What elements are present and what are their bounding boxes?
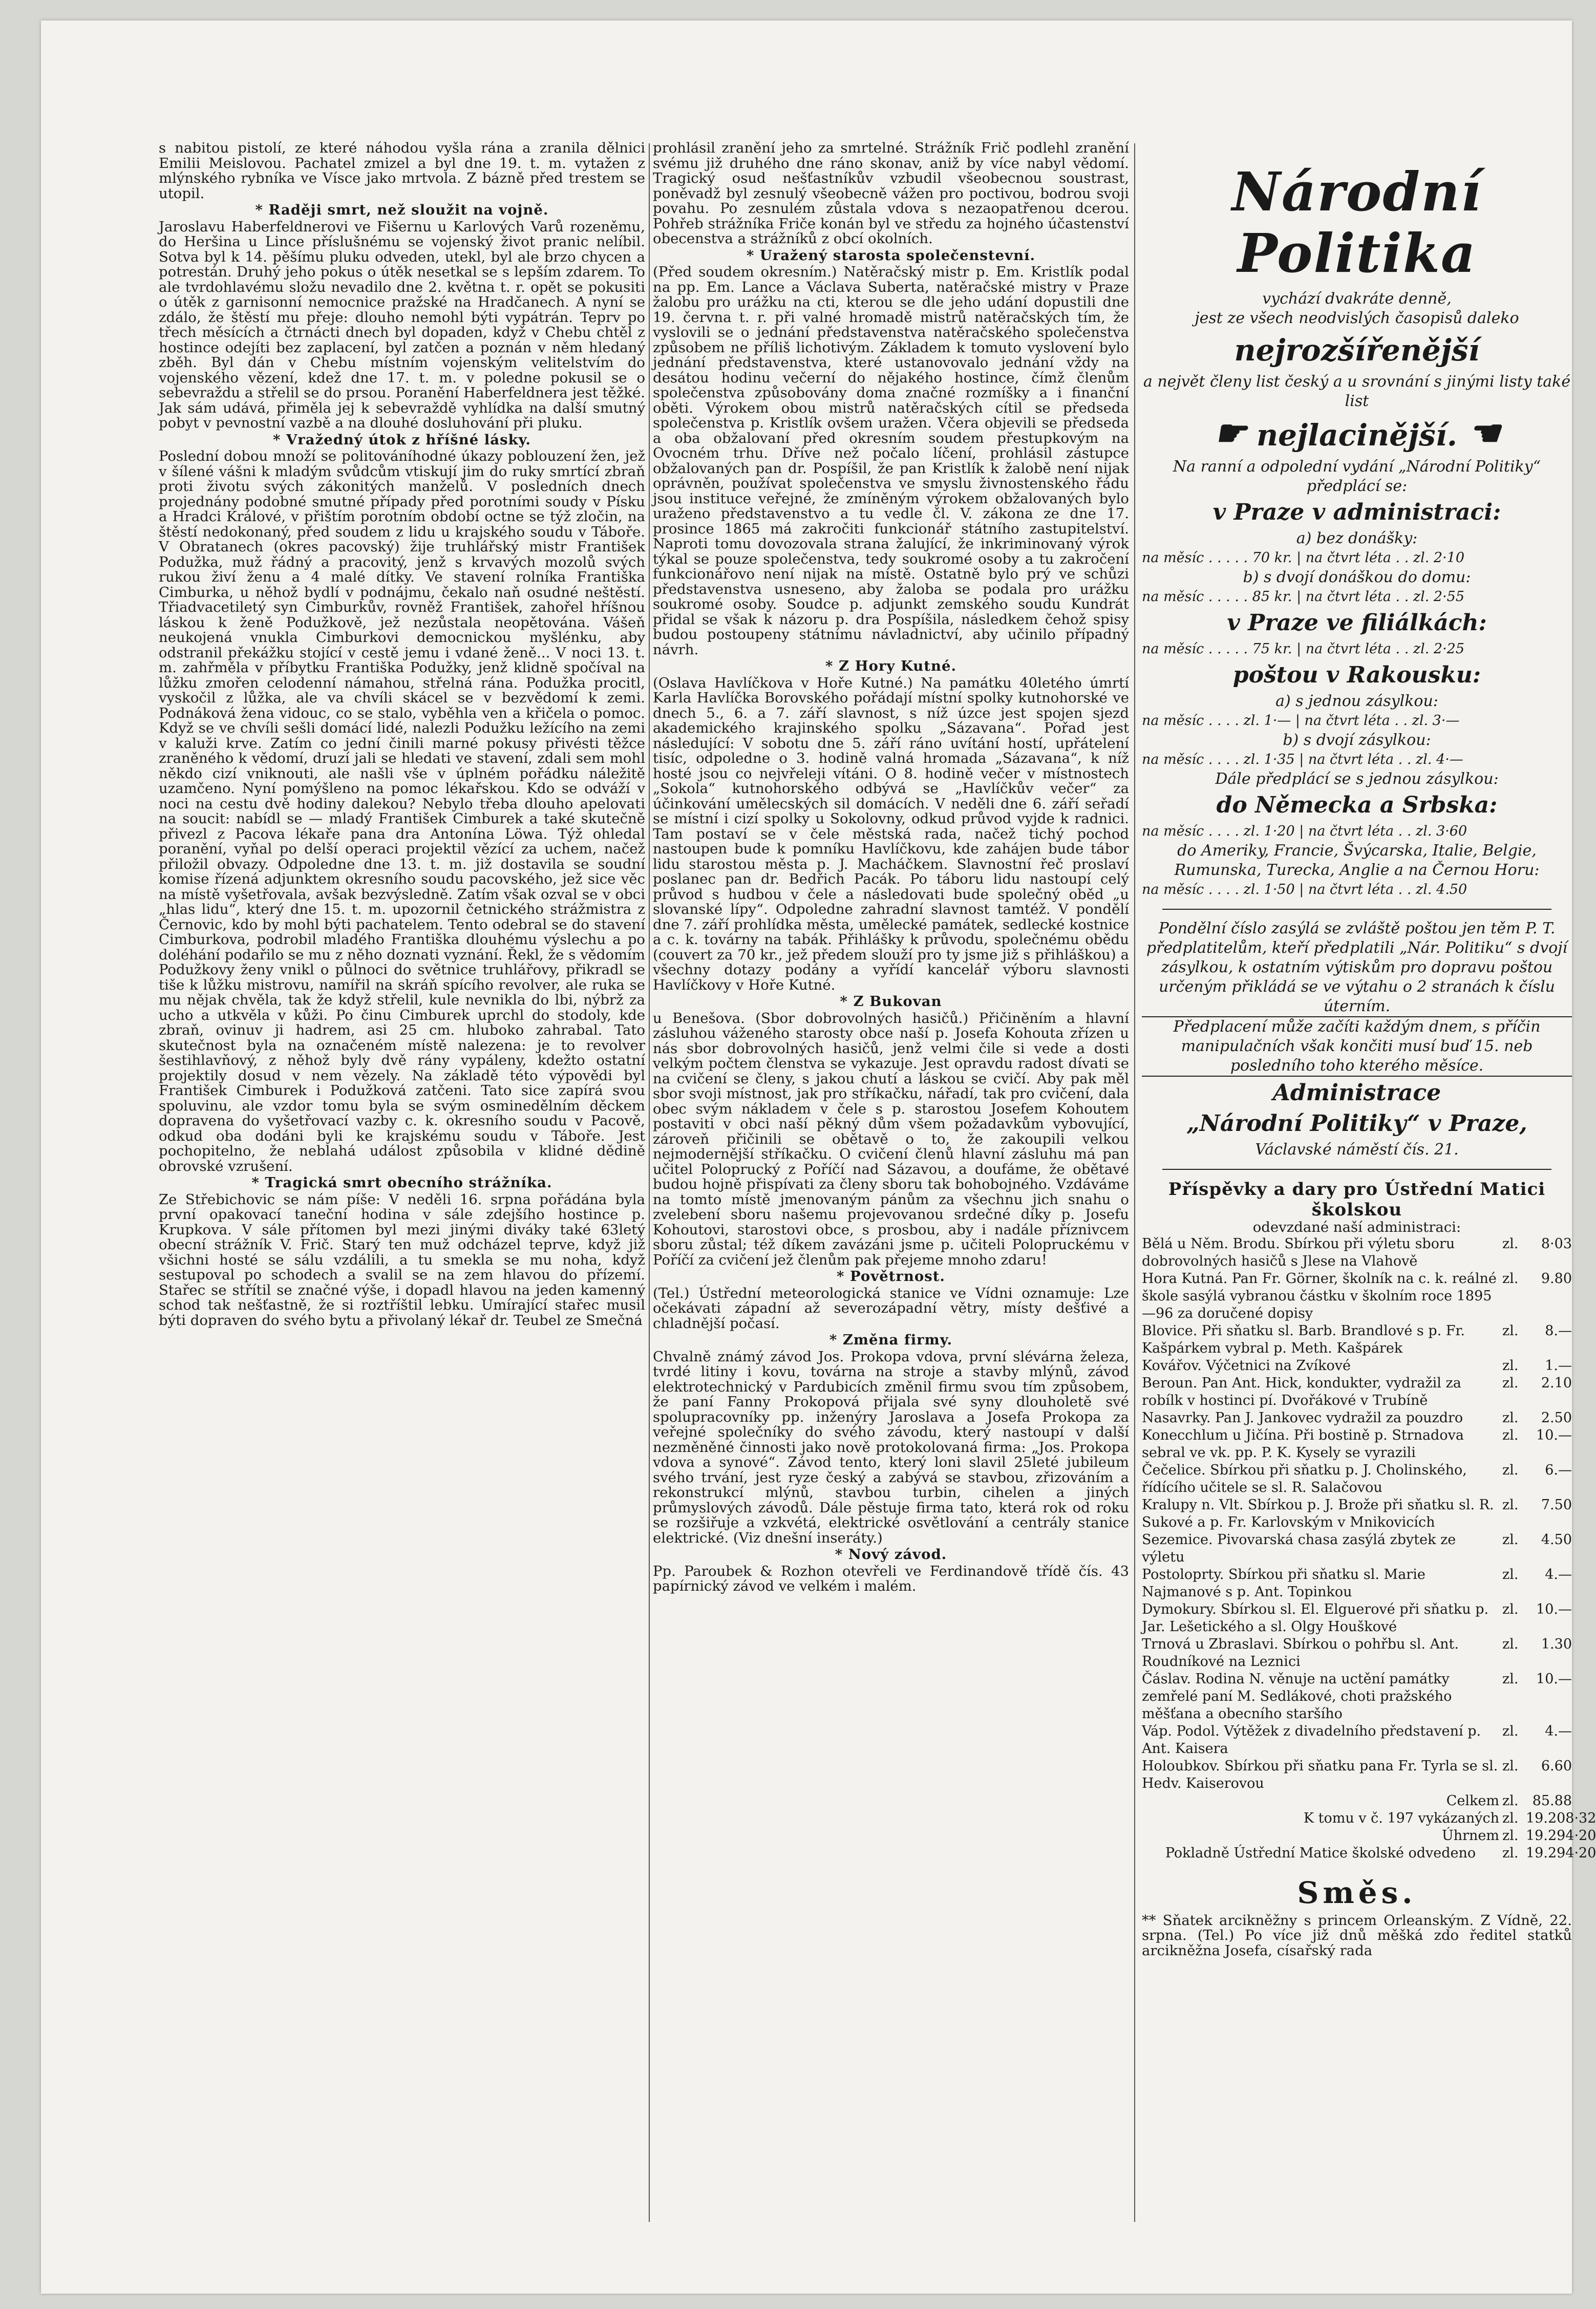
divider	[1162, 909, 1551, 910]
divider	[1162, 1169, 1551, 1170]
price-row	[1142, 880, 1572, 900]
section-praha-adm: v Praze v administraci:	[1212, 499, 1501, 525]
article-paragraph: prohlásil zranění jeho za smrtelné. Strážník Frič podlehl zranění svému již druhého dne ráno skonav, aniž by více nabyl vědomí. Tragický osud nešťastníkův vzbudil všeobecnou soustrast, poněvadž byl zesnulý všeobecně vážen pro poctivou, bodrou svoji povahu. Po zesnulém zůstala vdova s nezaopatřenou dcerou. Pohřeb strážníka Friče konán byl ve středu za hojného účastenství obecenstva a strážníků z obcí okolních.	[653, 140, 1129, 247]
price-text: na měsíc . . . . zl. 1·35 | na čtvrt léta . . zl. 4·—	[1142, 752, 1463, 767]
currency: zl.	[1502, 1322, 1519, 1339]
prepay-note: Předplacení může začíti každým dnem, s příčin manipulačních však končiti musí buď 15. neb posledního toho kterého měsíce.	[1142, 1016, 1572, 1077]
donation-row	[1142, 1723, 1572, 1758]
article-paragraph: Pp. Paroubek & Rozhon otevřeli ve Ferdinandově třídě čís. 43 papírnický závod ve velkém i malém.	[653, 1563, 1129, 1594]
slogan-cheapest-text: nejlacinější.	[1257, 418, 1457, 453]
donation-text: Sezemice. Pivovarská chasa zasýlá zbytek ze výletu	[1142, 1531, 1456, 1565]
slogan-widest: nejrozšířenější	[1234, 333, 1480, 368]
price-row	[1142, 822, 1572, 841]
donation-row	[1142, 1496, 1572, 1531]
sum-label: Úhrnem	[1441, 1827, 1499, 1844]
handed-row	[1142, 1845, 1596, 1862]
masthead-line: jest ze všech neodvislých časopisů daleko	[1195, 309, 1519, 327]
donation-text: Váp. Podol. Výtěžek z divadelního představení p. Ant. Kaisera	[1142, 1723, 1481, 1757]
donation-text: Postoloprty. Sbírkou při sňatku sl. Marie Najmanové s p. Ant. Topinkou	[1142, 1566, 1425, 1600]
donation-amount: 8.—	[1545, 1322, 1572, 1339]
currency: zl.	[1502, 1671, 1519, 1687]
sub-jednou: a) s jednou zásylkou:	[1275, 692, 1438, 710]
article-paragraph: Ze Střebichovic se nám píše: V neděli 16. srpna pořádána byla první opakovací taneční hodina v sále zdejšího hostince p. Krupkova. V sále přítomen byl mezi jinými diváky také 63letý obecní strážník V. Frič. Starý ten muž odcházel teprve, když již všichni hosté se sálu vzdálili, a tu smekla se mu noha, když sestupoval po schodech a svalil se na zem hlavou do přízemí. Stařec se střítil se značné výše, i dopadl hlavou na jeden kamenný schod tak nešťastně, že si roztříštil lebku. Umírající stařec musil býti dopraven do svého bytu a přivolaný lékař dr. Teubel ze Smečná	[159, 1191, 645, 1329]
donation-row	[1142, 1671, 1572, 1723]
donation-text: Blovice. Při sňatku sl. Barb. Brandlové s p. Fr. Kašpárkem vybral p. Meth. Kašpárek	[1142, 1322, 1465, 1356]
currency: zl.	[1502, 1792, 1519, 1809]
article-paragraph: Chvalně známý závod Jos. Prokopa vdova, první slévárna železa, tvrdé litiny i kovu, továrna na stroje a stavby mlýnů, závod elektrotechnický v Pardubicích změnil firmu svou tím způsobem, že paní Fanny Prokopová přijala své syny dlouholetě své spolupracovníky pp. inženýry Jaroslava a Josefa Prokopa za veřejné společníky do svého závodu, který nastoupí v další nezměněné činnosti jako nově protokolovaná firma: „Jos. Prokopa vdova a synové“. Závod tento, který loni slavil 25leté jubileum svého trvání, jest ryze český a zabývá se stavbou, zřizováním a rekonstrukcí mlýnů, stavbou turbin, cihelen a jiných průmyslových závodů. Dále pěstuje firma tato, která rok od roku se rozšiřuje a vzkvétá, elektrické osvětlování a centrály stanice elektrické. (Viz dnešní inseráty.)	[653, 1348, 1129, 1546]
donation-text: Čáslav. Rodina N. věnuje na uctění památky zemřelé paní M. Sedlákové, choti pražského měšťana a obecního staršího	[1142, 1671, 1452, 1722]
administrace-address: Václavské náměstí čís. 21.	[1255, 1141, 1459, 1159]
column-divider	[1134, 143, 1135, 2222]
article-headline: * Změna firmy.	[829, 1332, 953, 1348]
article-headline: * Raději smrt, než sloužit na vojně.	[255, 202, 549, 218]
article-paragraph: Jaroslavu Haberfeldnerovi ve Fišernu u Karlových Varů rozeněmu, do Heršina u Lince příslušnému se vojenský život pranic nelíbil. Sotva byl k 14. pěšímu pluku odveden, utekl, byl ale brzo chycen a potrestán. Druhý jeho pokus o útěk nesetkal se s lepším zdarem. To ale tvrdohlavému složu nevadilo dne 2. května t. r. opět se pokusiti o útěk z garnisonní nemocnice pražské na Hradčanech. A nyní se zdálo, že štěstí mu přeje: dlouho nemohl býti vypátrán. Teprv po třech měsících a čtrnácti dnech byl dopaden, když v Chebu chtěl z hostince odejíti bez zaplacení, byl zatčen a poznán v něm hledaný zběh. Byl dán v Chebu místním vojenským velitelstvím do vojenského vězení, kdež dne 17. t. m. v poledne pokusil se o sebevraždu a střelil se do prsou. Poranění Haberfeldnera jest těžké. Jak sám udává, přiměla jej k sebevraždě vyhlídka na další smutný pobyt v pevnostní vazbě a na dlouhé dosluhování při pluku.	[159, 218, 645, 431]
donation-row	[1142, 1270, 1572, 1322]
donation-amount: 2.10	[1541, 1375, 1572, 1391]
masthead-line: vychází dvakráte denně,	[1262, 290, 1452, 308]
currency: zl.	[1502, 1827, 1519, 1844]
slogan-cheapest	[1142, 412, 1572, 454]
article-headline: * Uražený starosta společenstevní.	[746, 247, 1036, 264]
total-row	[1142, 1792, 1572, 1810]
price-row	[1142, 711, 1572, 731]
carry-label: K tomu v č. 197 vykázaných	[1303, 1810, 1499, 1826]
donation-row	[1142, 1427, 1572, 1462]
section-nemecko: do Německa a Srbska:	[1216, 792, 1498, 818]
pointing-hand-icon: ☛	[1214, 412, 1246, 454]
pointing-hand-icon: ☚	[1467, 412, 1500, 454]
article-paragraph: (Oslava Havlíčkova v Hoře Kutné.) Na památku 40letého úmrtí Karla Havlíčka Borovského pořádají místní spolky kutnohorské ve dnech 5., 6. a 7. září slavnost, s níž úzce jest spojen sjezd akademického krajinského spolku „Sázavana“. Pořad jest následující: V sobotu dne 5. září ráno uvítání hostí, upřátelení tisíc, odpoledne o 3. hodině valná hromada „Sázavana“, k níž hosté jsou co nejvřeleji vítáni. O 8. hodině večer v místnostech „Sokola“ kutnohorského odbývá se „Havlíčkův večer“ za účinkování umělecských sil domácích. V neděli dne 6. září seřadí se místní i cizí spolky u Sokolovny, odkud průvod vyjde k radnici. Tam postaví se v čele městská rada, načež tichý pochod nastoupen bude k pomníku Havlíčkovu, kde zahájen bude tábor lidu starostou města p. J. Macháčkem. Slavnostní řeč proslaví poslanec pan dr. Bedřich Pacák. Po táboru lidu nastoupí celý průvod s hudbou v čele a následovati bude společný oběd „u slovanské lípy“. Odpoledne zahradní slavnost tamtéž. V pondělí dne 7. září prohlídka města, umělecké památek, sedlecké kostnice a c. k. továrny na tabák. Přihlášky k průvodu, společnému obědu (couvert za 70 kr., jež předem slouží pro ty jsme již s přihláškou) a všechny dotazy podány a vyřídí kancelář výboru slavnosti Havlíčkovy v Hoře Kutné.	[653, 674, 1129, 993]
article-paragraph: s nabitou pistolí, ze které náhodou vyšla rána a zranila dělnici Emilii Meislovou. Pachatel zmizel a byl dne 19. t. m. vytažen z mlýnského rybníka ve Vísce jako mrtvola. Z bázně před trestem se utopil.	[159, 140, 645, 202]
donation-amount: 8·03	[1541, 1235, 1572, 1252]
sum-row	[1142, 1827, 1596, 1845]
handed-label: Pokladně Ústřední Matice školské odvedeno	[1165, 1845, 1476, 1861]
currency: zl.	[1502, 1375, 1519, 1391]
column-2	[653, 141, 1129, 2232]
monday-note: Pondělní číslo zasýlá se zvláště poštou jen těm P. T. předplatitelům, kteří předplatili „Nár. Politiku“ s dvojí zásylkou, k ostatním výtiskům pro dopravu poštou určeným přikládá se ve výtahu o 2 stranách k číslu úterním.	[1146, 920, 1568, 1015]
article-headline: * Vražedný útok z hříšné lásky.	[272, 431, 531, 448]
donation-amount: 2.50	[1541, 1409, 1572, 1426]
article-headline: * Z Hory Kutné.	[825, 658, 957, 674]
donation-text: Trnová u Zbraslavi. Sbírkou o pohřbu sl. Ant. Roudníkové na Leznici	[1142, 1636, 1459, 1670]
donation-text: Kovářov. Výčetnici na Zvíkové	[1142, 1357, 1351, 1374]
currency: zl.	[1502, 1409, 1519, 1426]
sub-dvoji2: b) s dvojí zásylkou:	[1283, 731, 1431, 749]
column-divider	[649, 143, 650, 2222]
sub-ameriky: do Ameriky, Francie, Švýcarska, Italie, Belgie, Rumunska, Turecka, Anglie a na Černou Horu:	[1174, 842, 1540, 879]
donation-row	[1142, 1566, 1572, 1601]
article-paragraph: Poslední dobou množí se politováníhodné úkazy poblouzení žen, jež v šílené vášni k mladým svůdcům vtiskují jim do ruky smrtící zbraň proti životu svých zákonitých manželů. V posledních dnech projednány podobné smutné případy před porotními soudy v Písku a Hradci Králové, v přištím porotním období octne se týž zločin, na štěstí nedokonaný, před soudem z lidu u krajského soudu v Táboře. V Obratanech (okres pacovský) žije truhlářský mistr František Podužka, muž řádný a pracovitý, jenž s krvavých mozolů svých rukou živí ženu a 4 malé dítky. Ve stavení rolníka Františka Cimburka, u něhož bydlí v podnájmu, čekalo naň osudné neštěstí. Třiadvacetiletý syn Cimburkův, rovněž František, zahořel hříšnou láskou k ženě Podužkově, jež nezůstala neopětována. Vášeň neukojená vnukla Cimburkovi democnickou myšlénku, aby odstranil překážku stojící v cestě jemu i vdané ženě... V noci 13. t. m. zahřměla v příbytku Františka Podužky, jenž klidně spočíval na lůžku zmořen celodenní námahou, střelná rána. Podužka procitl, vyskočil z lůžka, ale va chvíli skácel se v bezvědomí k zemi. Podnáková žena vidouc, co se stalo, vyběhla ven a křičela o pomoc. Když se ve chvíli sešli domácí lidé, nalezli Podužku ležícího na zemi v kaluži krve. Zatím co jední činili marné pokusy přivésti těžce zraněného k vědomí, druzí jali se hledati ve stavení, zdali sem mohl někdo cizí vniknouti, ale našli vše v úplném pořádku náležitě uzamčeno. Nyní pomýšleno na pomoc lékařskou. Kdo se odváží v noci na cestu dvě hodiny dalekou? Nebylo třeba dlouho apelovati na soucit: nabídl se — mladý František Cimburek a také skutečně přivezl z Pacova lékaře pana dra Antonína Löwa. Týž ohledal poranění, vyňal po delší operaci projektil vězící za uchem, načež přiložil obvazy. Odpoledne dne 13. t. m. již dostavila se soudní komise řízená adjunktem okresního soudu pacovského, jež sice věc na místě vyšetřovala, avšak bezvýsledně. Zatím však ozval se v obci „hlas lidu“, který dne 15. t. m. upozornil četnického strážmistra z Černovic, kdo by mohl býti pachatelem. Tento odebral se do stavení Cimburkova, podrobil mladého Františka dlouhému výslechu a po doléhání podařilo se mu z něho doznati vyznání. Řekl, že s vědomím Podužkovy ženy vnikl o půlnoci do světnice truhlářovy, přikradl se tiše k lůžku mistrovu, namířil na skráň spícího revolver, ale ruka se mu nějak chvěla, tak že když střelil, kule nevnikla do lbi, nýbrž za ucho a utkvěla v kůži. Po činu Cimburek uprchl do stodoly, kde zbraň, ovinuv ji hadrem, asi 25 cm. hluboko zahrabal. Tato skutečnost byla na označeném místě nalezena: je to revolver šestihlavňový, z něhož byly dvě rány vypáleny, kdežto ostatní projektily dosud v nem vězely. Na základě této výpovědi byl František Cimburek i Podužková zatčeni. Tato sice zapírá svou spoluvinu, ale vzdor tomu byla se svým osminedělním děckem dopravena do vyšetřovací vazby c. k. okresního soudu v Pacově, odkud oba dodáni byli ke krajskému soudu v Táboře. Jest pochopitelno, že neblahá událost způsobila v klidné dědině obrovské vzrušení.	[159, 448, 645, 1174]
donation-text: Hora Kutná. Pan Fr. Görner, školník na c. k. reálné škole sasýlá vybranou částku v školním roce 1895—96 za doručené dopisy	[1142, 1270, 1497, 1321]
currency: zl.	[1502, 1723, 1519, 1739]
donation-amount: 9.80	[1541, 1270, 1572, 1287]
donation-row	[1142, 1531, 1572, 1566]
section-postou: poštou v Rakousku:	[1232, 662, 1481, 688]
total-label: Celkem	[1446, 1792, 1499, 1809]
price-row	[1142, 750, 1572, 769]
currency: zl.	[1502, 1270, 1519, 1287]
currency: zl.	[1502, 1758, 1519, 1774]
price-text: na měsíc . . . . zl. 1·— | na čtvrt léta . . zl. 3·—	[1142, 713, 1460, 729]
donation-text: Kralupy n. Vlt. Sbírkou p. J. Brože při sňatku sl. R. Sukové a p. Fr. Karlovským v Mnikovicích	[1142, 1496, 1494, 1530]
donation-amount: 1.30	[1541, 1636, 1572, 1652]
price-text: na měsíc . . . . zl. 1·50 | na čtvrt léta . . zl. 4.50	[1142, 882, 1467, 897]
administrace-heading: Administrace	[1272, 1080, 1441, 1106]
donation-row	[1142, 1357, 1572, 1375]
donation-row	[1142, 1636, 1572, 1671]
price-row	[1142, 587, 1572, 607]
sum-value: 19.294·20	[1526, 1827, 1596, 1844]
donation-row	[1142, 1758, 1572, 1792]
donation-row	[1142, 1601, 1572, 1636]
donation-row	[1142, 1235, 1572, 1270]
currency: zl.	[1502, 1566, 1519, 1583]
handed-value: 19.294·20	[1526, 1845, 1596, 1861]
sub-bez: a) bez donášky:	[1296, 529, 1418, 547]
currency: zl.	[1502, 1357, 1519, 1374]
donation-amount: 6.—	[1545, 1462, 1572, 1478]
smes-heading: Směs.	[1297, 1875, 1417, 1910]
price-text: na měsíc . . . . zl. 1·20 | na čtvrt léta . . zl. 3·60	[1142, 823, 1467, 839]
article-paragraph: (Tel.) Ústřední meteorologická stanice ve Vídni oznamuje: Lze očekávati západní až severozápadní větry, místy dešťivé a chladnější počasí.	[653, 1285, 1129, 1332]
donation-amount: 4.—	[1545, 1566, 1572, 1583]
donation-text: Bělá u Něm. Brodu. Sbírkou při výletu sboru dobrovolných hasičů s Jlese na Vlahově	[1142, 1235, 1455, 1269]
price-text: na měsíc . . . . . 85 kr. | na čtvrt léta . . zl. 2·55	[1142, 589, 1465, 605]
price-row	[1142, 639, 1572, 659]
donation-amount: 4.50	[1541, 1531, 1572, 1548]
sub-dale: Dále předplácí se s jednou zásylkou:	[1215, 770, 1499, 788]
donation-text: Holoubkov. Sbírkou při sňatku pana Fr. Tyrla se sl. Hedv. Kaiserovou	[1142, 1758, 1498, 1791]
column-3-masthead-ads	[1142, 141, 1596, 2232]
donation-amount: 6.60	[1541, 1758, 1572, 1774]
donation-row	[1142, 1375, 1572, 1409]
smes-text: ** Sňatek arcikněžny s princem Orleanským. Z Vídně, 22. srpna. (Tel.) Po více již dnů měšká zdo ředitel statků arcikněžna Josefa, císařský rada	[1142, 1912, 1572, 1959]
total-value: 85.88	[1532, 1792, 1572, 1809]
article-headline: * Z Bukovan	[840, 993, 942, 1010]
donations-subtitle: odevzdané naší administraci:	[1252, 1219, 1461, 1235]
donation-text: Beroun. Pan Ant. Hick, kondukter, vydražil za robílk v hostinci pí. Dvořákové v Trubíně	[1142, 1375, 1461, 1408]
donation-text: Dymokury. Sbírkou sl. El. Elguerové při sňatku p. Jar. Lešetického a sl. Olgy Houškové	[1142, 1601, 1489, 1635]
newspaper-page	[41, 20, 1596, 2294]
donation-text: Nasavrky. Pan J. Jankovec vydražil za pouzdro	[1142, 1409, 1463, 1426]
donation-amount: 7.50	[1541, 1496, 1572, 1513]
donation-amount: 10.—	[1536, 1427, 1572, 1443]
administrace-name: „Národní Politiky“ v Praze,	[1186, 1110, 1527, 1137]
carry-row	[1142, 1810, 1596, 1827]
donation-amount: 10.—	[1536, 1671, 1572, 1687]
article-paragraph: (Před soudem okresním.) Natěračský mistr p. Em. Kristlík podal na pp. Em. Lance a Václava Suberta, natěračské mistry v Praze žalobu pro urážku na cti, kterou se dle jeho udání dopustili dne 19. června t. r. při valné hromadě mistrů natěračských tím, že vyslovili se o jednání představenstva natěračského společenstva způsobem ne příliš lichotivým. Základem k tomuto vyslovení bylo jednání představenstva, které ustanovovalo jednání vždy na desátou hodinu večerní do nějakého hostince, čímž členům společenstva způsobovány doma značné rozmíšky a i finanční oběti. Výrokem obou mistrů natěračských cítil se předseda společenstva p. Kristlík ovšem uražen. Včera objevili se předseda a oba obžalovaní před okresním soudem přestupkovým na Ovocném trhu. Dříve než počalo líčení, prohlásil zástupce obžalovaných pan dr. Pospíšil, že pan Kristlík k žalobě není nijak oprávněn, používat společenstva ve smyslu živnostenského řádu jsou instituce veřejné, že zmíněným výrokem obžalovaných bylo uraženo představenstvo a tu vedle čl. V. zákona ze dne 17. prosince 1865 má zakročiti funkcionář státního zastupitelství. Naproti tomu dovozovala strana žalující, že inkriminovaný výrok týkal se pouze společenstva, tedy soukromé osoby a tu zakročení funkcionářovo není nijak na místě. Ostatně bylo prý ve schůzi představenstva usneseno, aby žaloba se podala pro urážku soukromé osoby. Soudce p. adjunkt zemského soudu Kundrát přidal se však k názoru p. dra Pospíšila, následkem čehož spisy budou postoupeny státnímu návladnictví, aby učinilo případný návrh.	[653, 264, 1129, 658]
price-text: na měsíc . . . . . 70 kr. | na čtvrt léta . . zl. 2·10	[1142, 550, 1465, 566]
price-text: na měsíc . . . . . 75 kr. | na čtvrt léta . . zl. 2·25	[1142, 641, 1465, 657]
currency: zl.	[1502, 1845, 1519, 1861]
column-1	[159, 141, 645, 2232]
currency: zl.	[1502, 1235, 1519, 1252]
donations-list	[1142, 1235, 1572, 1792]
article-headline: * Tragická smrt obecního strážníka.	[251, 1174, 552, 1191]
currency: zl.	[1502, 1531, 1519, 1548]
currency: zl.	[1502, 1496, 1519, 1513]
donation-text: Čečelice. Sbírkou při sňatku p. J. Cholinského, řídícího učitele se sl. R. Salačovou	[1142, 1462, 1467, 1495]
article-headline: * Povětrnost.	[837, 1268, 945, 1285]
donation-row	[1142, 1462, 1572, 1496]
donations-title: Příspěvky a dary pro Ústřední Matici školskou	[1168, 1179, 1546, 1220]
currency: zl.	[1502, 1601, 1519, 1617]
donation-amount: 10.—	[1536, 1601, 1572, 1617]
donation-row	[1142, 1409, 1572, 1427]
currency: zl.	[1502, 1462, 1519, 1478]
subscription-intro: Na ranní a odpolední vydání „Národní Politiky“ předplácí se:	[1173, 458, 1541, 495]
article-headline: * Nový závod.	[835, 1546, 947, 1563]
currency: zl.	[1502, 1636, 1519, 1652]
price-row	[1142, 548, 1572, 568]
masthead-title: Národní Politika	[1231, 160, 1482, 285]
masthead-line: a největ členy list český a u srovnání s jinými listy také list	[1143, 373, 1571, 410]
donation-row	[1142, 1322, 1572, 1357]
section-praha-fil: v Praze ve filiálkách:	[1227, 610, 1487, 636]
donation-text: Konecchlum u Jičína. Při bostině p. Strnadova sebral ve vk. pp. P. K. Kysely se vyrazili	[1142, 1427, 1464, 1461]
article-paragraph: u Benešova. (Sbor dobrovolných hasičů.) Přičiněním a hlavní zásluhou váženého starosty obce naší p. Josefa Kohouta zřízen u nás sbor dobrovolných hasičů, jenž velmi čile si vede a dosti velkým počtem členstva se vykazuje. Jest opravdu radost dívati se na cvičení se členy, s jakou chutí a láskou se cvičí. Aby pak měl sbor svoji místnost, jak pro stříkačku, nářadí, tak pro cvičení, dala obec svým nákladem v čele s p. starostou Josefem Kohoutem postaviti v obci naší pěkný dům všem požadavkům vybovující, zároveň přičinili se obětavě o to, že zakoupili velkou nejmodernější stříkačku. O cvičení členů hlavní zásluhu má pan učitel Poloprucký z Poříčí nad Sázavou, a doufáme, že obětavé budou hojně přispívati za členy sboru tak bohobojného. Vzdáváme na tomto místě jmenovaným pánům za všechnu jich snahu o zvelebení sboru našemu projevovanou srdečné díky p. Josefu Kohoutovi, starostovi obce, s prosbou, aby i nadále příznivcem sboru zůstal; též díkem zavázáni jsme p. učiteli Polopruckému v Poříčí za cvičení jež členům pak přejeme mnoho zdaru!	[653, 1010, 1129, 1268]
donation-amount: 1.—	[1545, 1357, 1572, 1374]
currency: zl.	[1502, 1810, 1519, 1826]
donation-amount: 4.—	[1545, 1723, 1572, 1739]
currency: zl.	[1502, 1427, 1519, 1443]
carry-value: 19.208·32	[1526, 1810, 1596, 1826]
sub-dvoji: b) s dvojí donáškou do domu:	[1243, 568, 1471, 586]
